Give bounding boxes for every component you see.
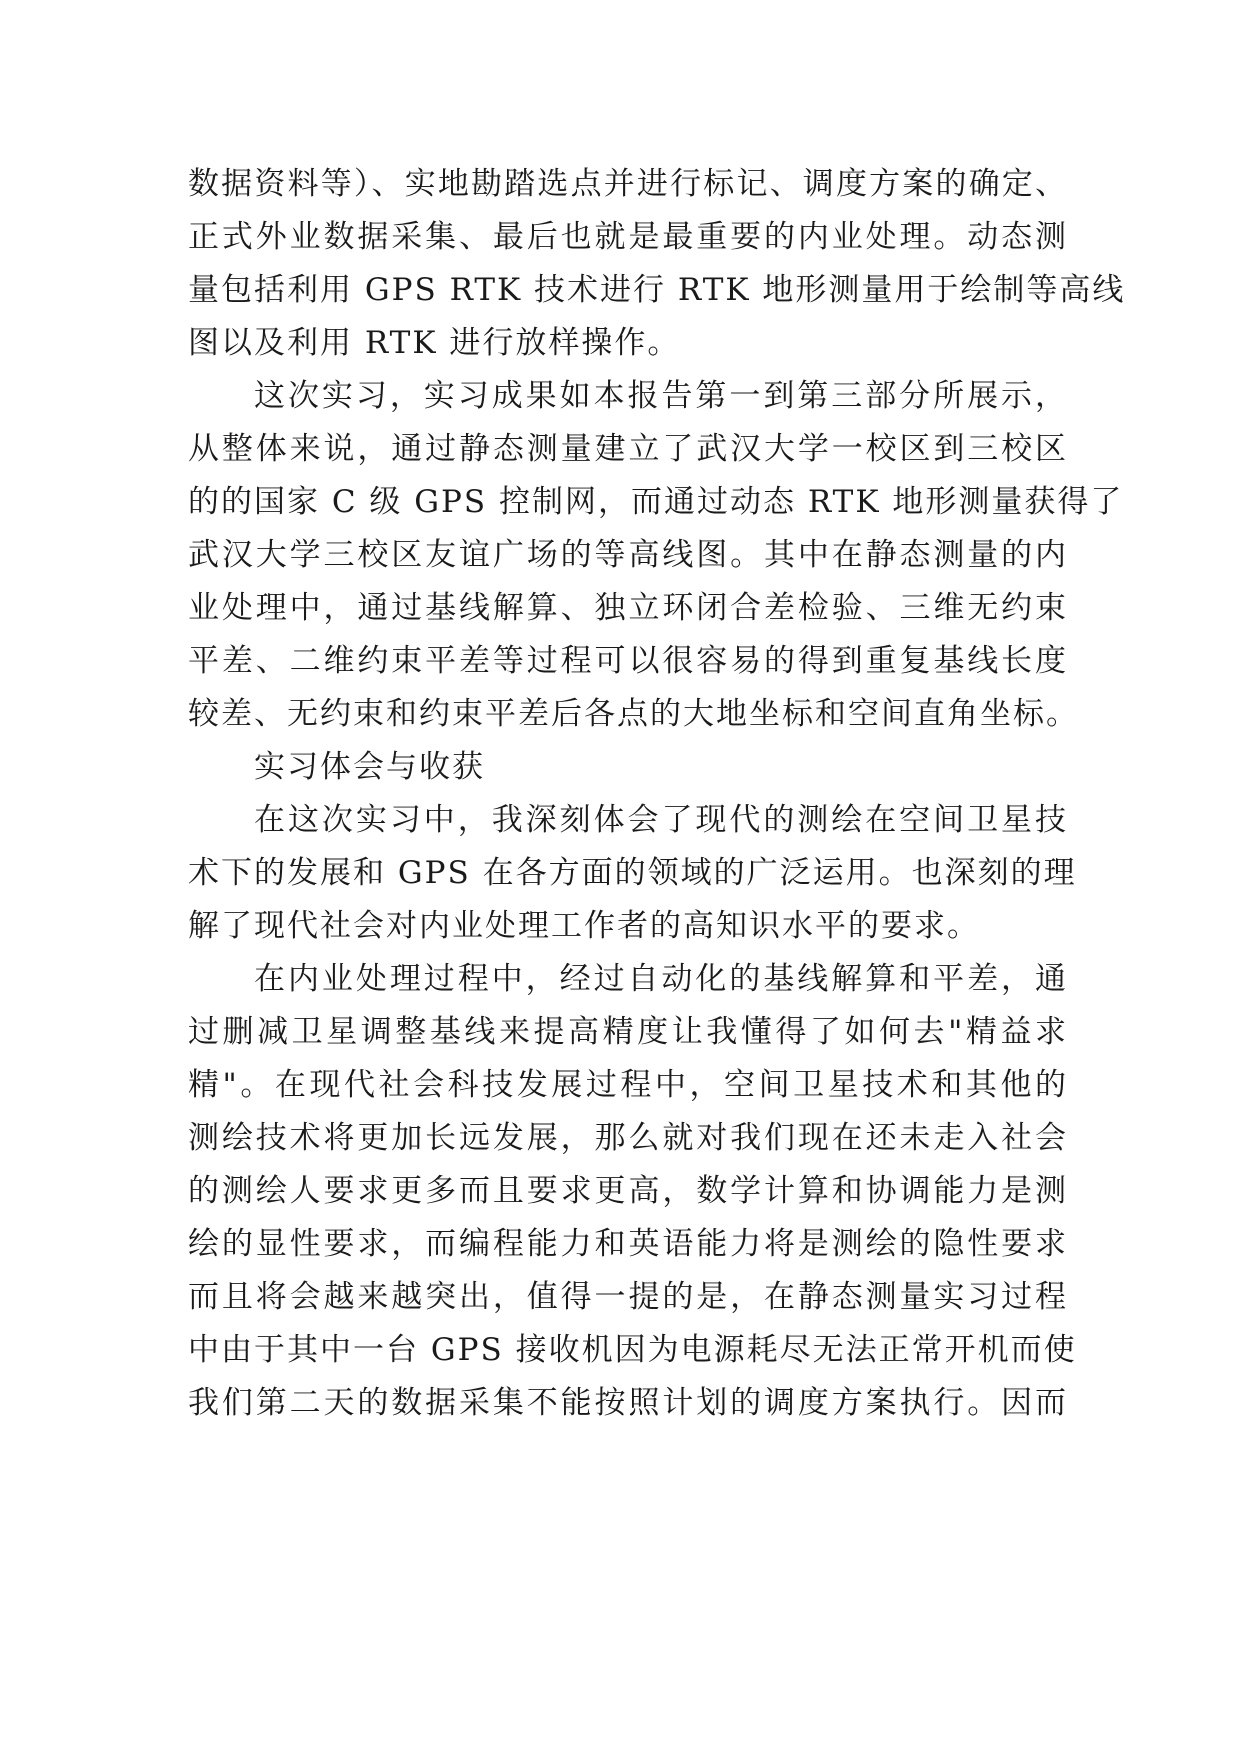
paragraph-line: 在内业处理过程中，经过自动化的基线解算和平差，通 xyxy=(254,961,1068,997)
paragraph-line: 解了现代社会对内业处理工作者的高知识水平的要求。 xyxy=(188,908,980,944)
paragraph-line: 过删减卫星调整基线来提高精度让我懂得了如何去"精益求 xyxy=(188,1014,1068,1050)
paragraph-line: 图以及利用 RTK 进行放样操作。 xyxy=(188,325,681,361)
paragraph-line: 的的国家 C 级 GPS 控制网，而通过动态 RTK 地形测量获得了 xyxy=(188,484,1124,520)
section-heading: 实习体会与收获 xyxy=(254,749,485,785)
paragraph-line: 业处理中，通过基线解算、独立环闭合差检验、三维无约束 xyxy=(188,590,1068,626)
paragraph-4 xyxy=(188,953,1077,1430)
document-body xyxy=(188,158,1126,1430)
paragraph-line: 数据资料等）、实地勘踏选点并进行标记、调度方案的确定、 xyxy=(188,166,1068,202)
paragraph-line: 这次实习，实习成果如本报告第一到第三部分所展示， xyxy=(254,378,1068,414)
paragraph-line: 我们第二天的数据采集不能按照计划的调度方案执行。因而 xyxy=(188,1385,1068,1421)
paragraph-line: 平差、二维约束平差等过程可以很容易的得到重复基线长度 xyxy=(188,643,1068,679)
paragraph-line: 精"。在现代社会科技发展过程中，空间卫星技术和其他的 xyxy=(188,1067,1068,1103)
paragraph-line: 量包括利用 GPS RTK 技术进行 RTK 地形测量用于绘制等高线 xyxy=(188,272,1126,308)
paragraph-line: 的测绘人要求更多而且要求更高，数学计算和协调能力是测 xyxy=(188,1173,1068,1209)
paragraph-3 xyxy=(188,794,1077,953)
paragraph-line: 在这次实习中，我深刻体会了现代的测绘在空间卫星技 xyxy=(254,802,1068,838)
paragraph-line: 测绘技术将更加长远发展，那么就对我们现在还未走入社会 xyxy=(188,1120,1068,1156)
paragraph-line: 武汉大学三校区友谊广场的等高线图。其中在静态测量的内 xyxy=(188,537,1068,573)
paragraph-line: 中由于其中一台 GPS 接收机因为电源耗尽无法正常开机而使 xyxy=(188,1332,1077,1368)
paragraph-line: 较差、无约束和约束平差后各点的大地坐标和空间直角坐标。 xyxy=(188,696,1079,732)
paragraph-line: 而且将会越来越突出，值得一提的是，在静态测量实习过程 xyxy=(188,1279,1068,1315)
paragraph-line: 从整体来说，通过静态测量建立了武汉大学一校区到三校区 xyxy=(188,431,1068,467)
paragraph-line: 正式外业数据采集、最后也就是最重要的内业处理。动态测 xyxy=(188,219,1068,255)
paragraph-line: 绘的显性要求，而编程能力和英语能力将是测绘的隐性要求 xyxy=(188,1226,1068,1262)
paragraph-2 xyxy=(188,370,1124,741)
paragraph-1 xyxy=(188,158,1126,370)
paragraph-line: 术下的发展和 GPS 在各方面的领域的广泛运用。也深刻的理 xyxy=(188,855,1077,891)
